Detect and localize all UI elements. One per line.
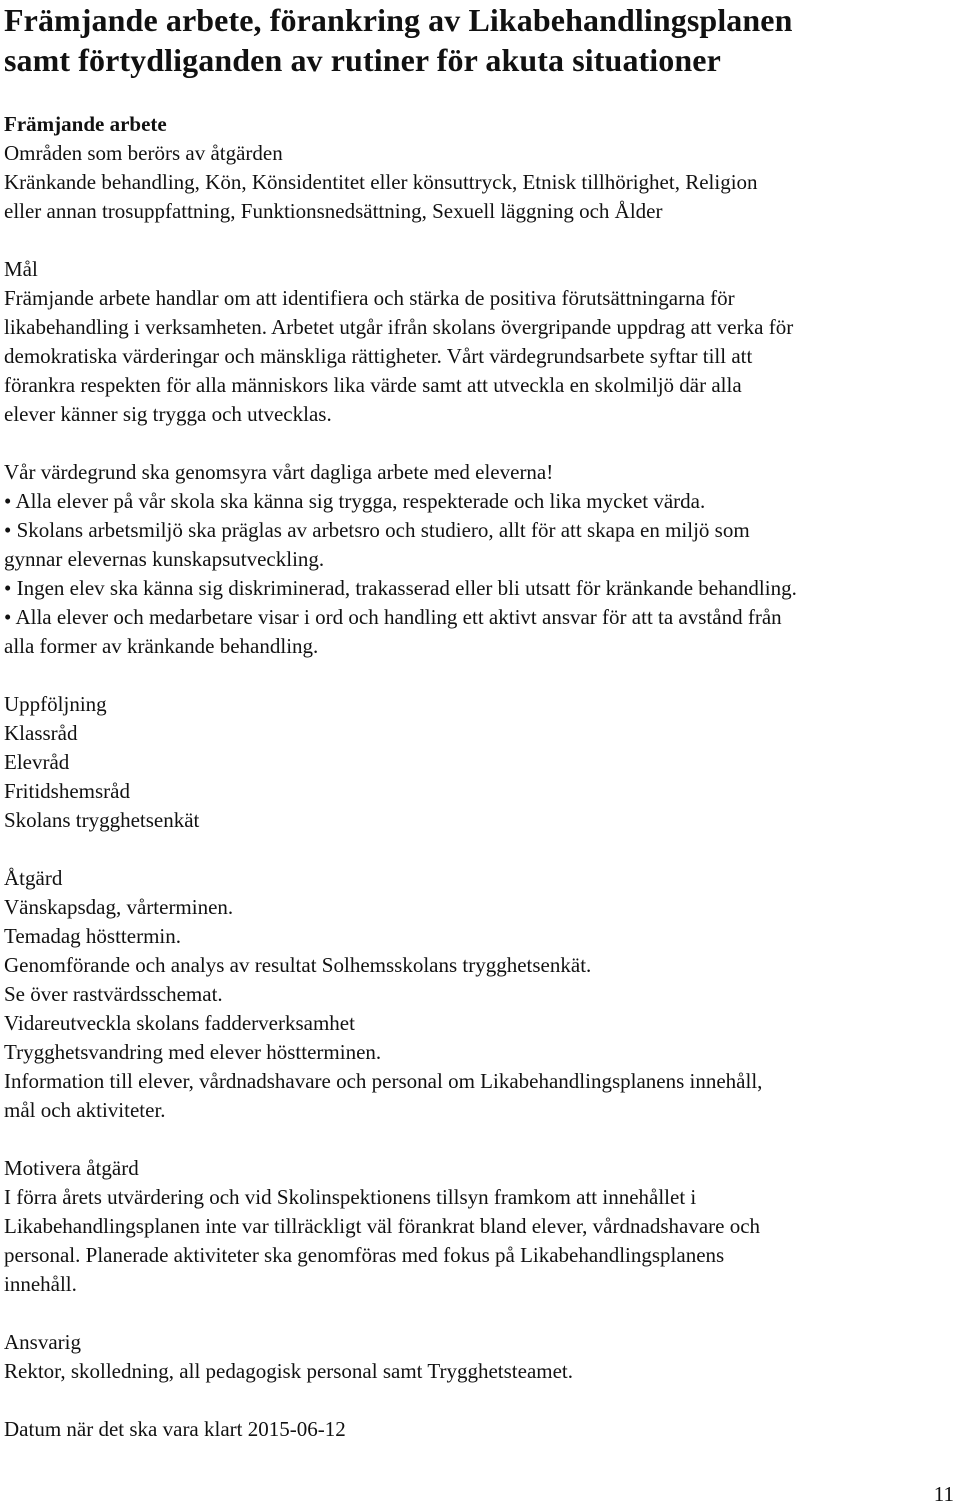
bullet-item: • Alla elever på vår skola ska känna sig trygga, respekterade och lika mycket värda.: [4, 489, 706, 513]
section-ansvarig: [4, 1328, 956, 1386]
section-atgard: [4, 864, 956, 1125]
bullet-item-continuation: alla former av kränkande behandling.: [4, 634, 319, 658]
page-number: 11: [933, 1482, 954, 1506]
atgard-item: Genomförande och analys av resultat Solhemsskolans trygghetsenkät.: [4, 953, 592, 977]
atgard-item-continuation: mål och aktiviteter.: [4, 1098, 166, 1122]
document-title: [4, 0, 956, 80]
section-heading-mal: Mål: [4, 257, 38, 281]
section-heading-atgard: Åtgärd: [4, 866, 63, 890]
bullet-item: • Skolans arbetsmiljö ska präglas av arbetsro och studiero, allt för att skapa en miljö som: [4, 518, 750, 542]
section-uppfoljning: [4, 690, 956, 835]
areas-text-line-2: eller annan trosuppfattning, Funktionsnedsättning, Sexuell läggning och Ålder: [4, 199, 663, 223]
ansvarig-text: Rektor, skolledning, all pedagogisk personal samt Trygghetsteamet.: [4, 1359, 573, 1383]
bullet-item-continuation: gynnar elevernas kunskapsutveckling.: [4, 547, 325, 571]
mal-paragraph-line: Främjande arbete handlar om att identifiera och stärka de positiva förutsättningarna för: [4, 286, 735, 310]
areas-text-line-1: Kränkande behandling, Kön, Könsidentitet eller könsuttryck, Etnisk tillhörighet, Religion: [4, 170, 758, 194]
motivera-paragraph-line: I förra årets utvärdering och vid Skolinspektionens tillsyn framkom att innehållet i: [4, 1185, 697, 1209]
mal-paragraph-line: förankra respekten för alla människors lika värde samt att utveckla en skolmiljö där alla: [4, 373, 742, 397]
atgard-item: Temadag hösttermin.: [4, 924, 181, 948]
section-framjande-arbete: [4, 110, 956, 226]
document-body: [4, 110, 956, 1444]
section-motivera-atgard: [4, 1154, 956, 1299]
bullet-item: • Alla elever och medarbetare visar i ord och handling ett aktivt ansvar för att ta avstånd från: [4, 605, 782, 629]
section-mal: [4, 255, 956, 661]
motivera-paragraph-line: innehåll.: [4, 1272, 77, 1296]
motivera-paragraph-line: Likabehandlingsplanen inte var tillräckligt väl förankrat bland elever, vårdnadshavare och: [4, 1214, 761, 1238]
section-heading-uppfoljning: Uppföljning: [4, 692, 107, 716]
mal-paragraph-line: elever känner sig trygga och utvecklas.: [4, 402, 332, 426]
areas-label: Områden som berörs av åtgärden: [4, 141, 283, 165]
atgard-item: Trygghetsvandring med elever höstterminen.: [4, 1040, 382, 1064]
mal-paragraph-line: demokratiska värderingar och mänskliga rättigheter. Vårt värdegrundsarbete syftar till att: [4, 344, 753, 368]
uppfoljning-item: Klassråd: [4, 721, 78, 745]
atgard-item: Vänskapsdag, vårterminen.: [4, 895, 234, 919]
bullet-item: • Ingen elev ska känna sig diskriminerad, trakasserad eller bli utsatt för kränkande behandling.: [4, 576, 797, 600]
atgard-item: Se över rastvärdsschemat.: [4, 982, 223, 1006]
deadline-date: Datum när det ska vara klart 2015-06-12: [4, 1417, 346, 1441]
section-heading-ansvarig: Ansvarig: [4, 1330, 81, 1354]
title-line-2: samt förtydliganden av rutiner för akuta situationer: [4, 42, 721, 78]
mal-intro: Vår värdegrund ska genomsyra vårt dagliga arbete med eleverna!: [4, 460, 554, 484]
document-page: [4, 0, 956, 1444]
motivera-paragraph-line: personal. Planerade aktiviteter ska genomföras med fokus på Likabehandlingsplanens: [4, 1243, 725, 1267]
uppfoljning-item: Skolans trygghetsenkät: [4, 808, 200, 832]
uppfoljning-item: Fritidshemsråd: [4, 779, 130, 803]
atgard-item: Information till elever, vårdnadshavare och personal om Likabehandlingsplanens innehåll,: [4, 1069, 763, 1093]
section-heading-framjande: Främjande arbete: [4, 112, 167, 136]
section-heading-motivera: Motivera åtgärd: [4, 1156, 139, 1180]
mal-paragraph-line: likabehandling i verksamheten. Arbetet utgår ifrån skolans övergripande uppdrag att verka för: [4, 315, 794, 339]
atgard-item: Vidareutveckla skolans fadderverksamhet: [4, 1011, 355, 1035]
uppfoljning-item: Elevråd: [4, 750, 70, 774]
title-line-1: Främjande arbete, förankring av Likabehandlingsplanen: [4, 2, 793, 38]
